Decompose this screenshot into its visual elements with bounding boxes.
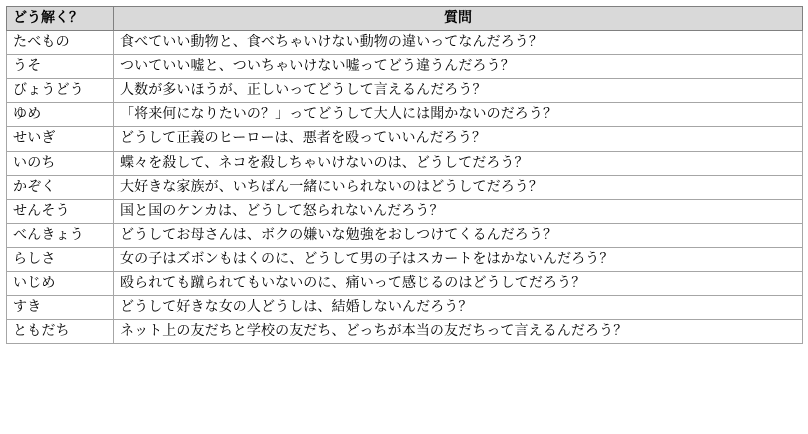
cell-question: どうして好きな女の人どうしは、結婚しないんだろう？ xyxy=(114,296,803,320)
table-row xyxy=(7,151,803,175)
cell-category: いのち xyxy=(7,151,114,175)
table-body xyxy=(7,31,803,344)
cell-question: ネット上の友だちと学校の友だち、どっちが本当の友だちって言えるんだろう？ xyxy=(114,320,803,344)
cell-category: びょうどう xyxy=(7,79,114,103)
table-header-row xyxy=(7,7,803,31)
table-row xyxy=(7,55,803,79)
cell-question: 「将来何になりたいの？」ってどうして大人には聞かないのだろう？ xyxy=(114,103,803,127)
cell-category: すき xyxy=(7,296,114,320)
table-row xyxy=(7,31,803,55)
table-header xyxy=(7,7,803,31)
cell-question: 大好きな家族が、いちばん一緒にいられないのはどうしてだろう？ xyxy=(114,175,803,199)
table-row xyxy=(7,272,803,296)
column-header-category: どう解く？ xyxy=(7,7,114,31)
table-row xyxy=(7,103,803,127)
cell-category: せいぎ xyxy=(7,127,114,151)
table-row xyxy=(7,175,803,199)
cell-category: せんそう xyxy=(7,199,114,223)
cell-question: 蝶々を殺して、ネコを殺しちゃいけないのは、どうしてだろう？ xyxy=(114,151,803,175)
table-row xyxy=(7,247,803,271)
cell-category: ともだち xyxy=(7,320,114,344)
cell-question: 食べていい動物と、食べちゃいけない動物の違いってなんだろう？ xyxy=(114,31,803,55)
table-row xyxy=(7,79,803,103)
table-row xyxy=(7,296,803,320)
cell-category: いじめ xyxy=(7,272,114,296)
cell-category: うそ xyxy=(7,55,114,79)
cell-category: ゆめ xyxy=(7,103,114,127)
table-row xyxy=(7,127,803,151)
cell-question: ついていい嘘と、ついちゃいけない嘘ってどう違うんだろう？ xyxy=(114,55,803,79)
cell-question: どうして正義のヒーローは、悪者を殴っていいんだろう？ xyxy=(114,127,803,151)
cell-category: かぞく xyxy=(7,175,114,199)
cell-category: べんきょう xyxy=(7,223,114,247)
cell-question: 国と国のケンカは、どうして怒られないんだろう？ xyxy=(114,199,803,223)
cell-question: 人数が多いほうが、正しいってどうして言えるんだろう？ xyxy=(114,79,803,103)
cell-category: らしさ xyxy=(7,247,114,271)
table-row xyxy=(7,199,803,223)
column-header-question: 質問 xyxy=(114,7,803,31)
cell-category: たべもの xyxy=(7,31,114,55)
table-row xyxy=(7,223,803,247)
question-table xyxy=(6,6,803,344)
table-row xyxy=(7,320,803,344)
cell-question: どうしてお母さんは、ボクの嫌いな勉強をおしつけてくるんだろう？ xyxy=(114,223,803,247)
cell-question: 女の子はズボンもはくのに、どうして男の子はスカートをはかないんだろう？ xyxy=(114,247,803,271)
cell-question: 殴られても蹴られてもいないのに、痛いって感じるのはどうしてだろう？ xyxy=(114,272,803,296)
